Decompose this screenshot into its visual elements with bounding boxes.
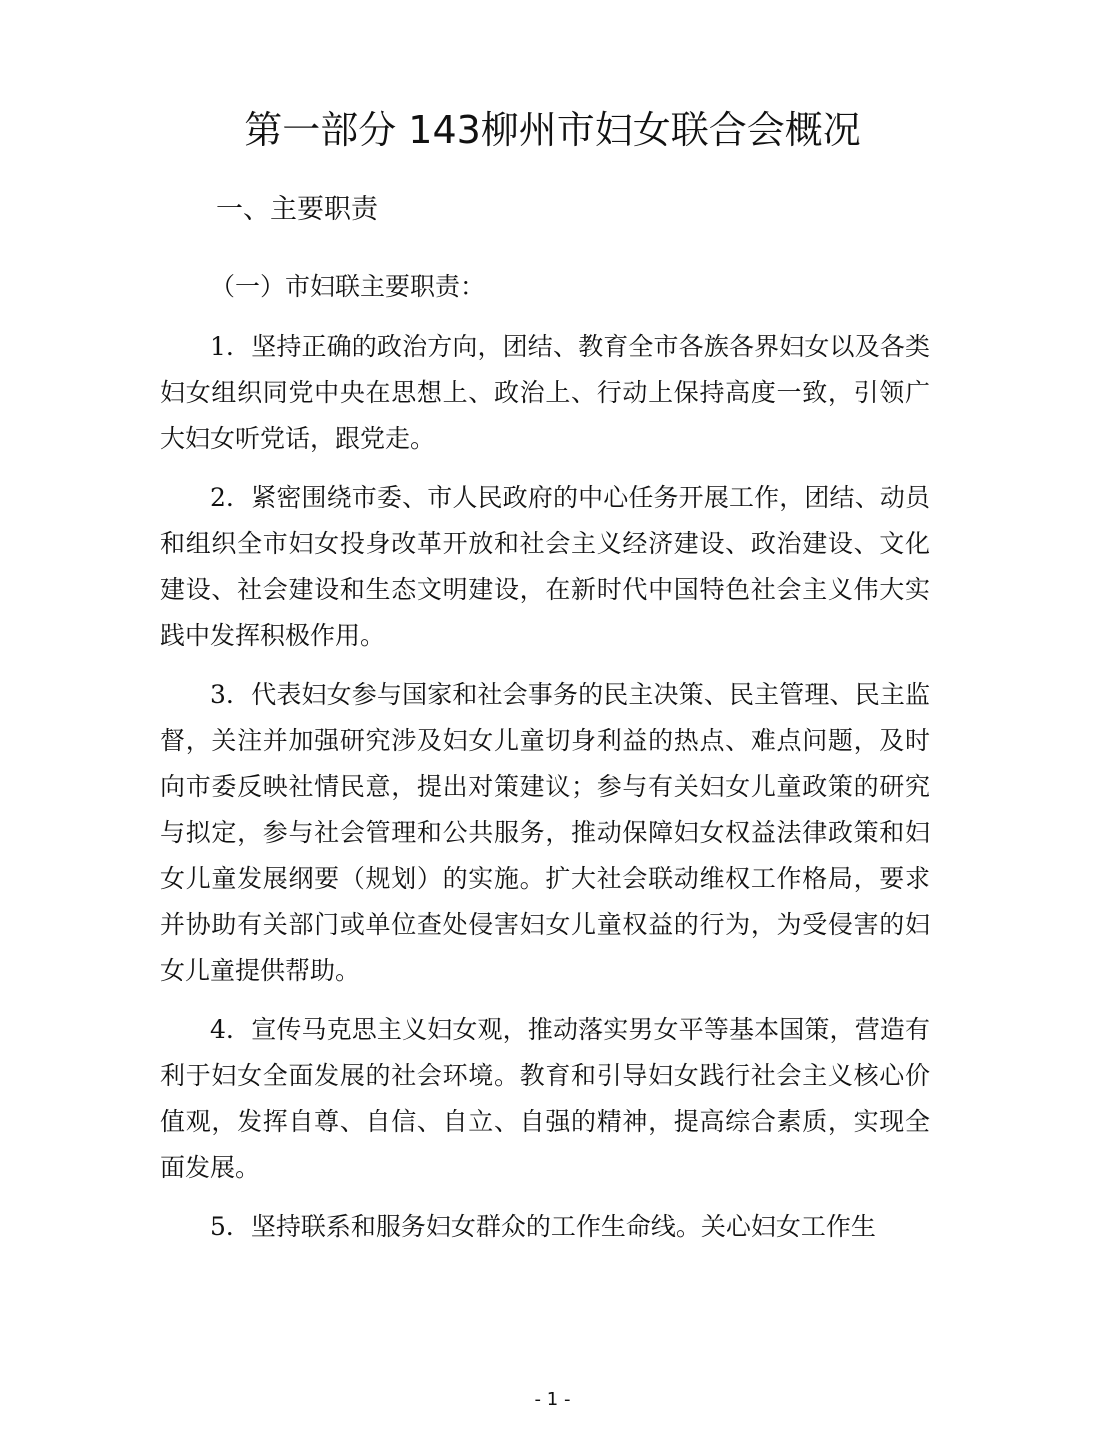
document-body (160, 264, 930, 1263)
document-title: 第一部分 143柳州市妇女联合会概况 (244, 108, 861, 152)
page-number: - 1 - (534, 1389, 571, 1410)
section-heading: 一、主要职责 (216, 194, 378, 225)
subsection-heading: （一）市妇联主要职责： (210, 272, 486, 301)
paragraph-1: 1．坚持正确的政治方向，团结、教育全市各族各界妇女以及各类妇女组织同党中央在思想上、政治上、行动上保持高度一致，引领广大妇女听党话，跟党走。 (160, 332, 930, 453)
paragraph-2: 2．紧密围绕市委、市人民政府的中心任务开展工作，团结、动员和组织全市妇女投身改革开放和社会主义经济建设、政治建设、文化建设、社会建设和生态文明建设，在新时代中国特色社会主义伟大实践中发挥积极作用。 (160, 483, 930, 650)
paragraph-4: 4．宣传马克思主义妇女观，推动落实男女平等基本国策，营造有利于妇女全面发展的社会环境。教育和引导妇女践行社会主义核心价值观，发挥自尊、自信、自立、自强的精神，提高综合素质，实现全面发展。 (160, 1015, 930, 1182)
paragraph-5: 5．坚持联系和服务妇女群众的工作生命线。关心妇女工作生 (210, 1212, 876, 1241)
paragraph-3: 3．代表妇女参与国家和社会事务的民主决策、民主管理、民主监督，关注并加强研究涉及妇女儿童切身利益的热点、难点问题，及时向市委反映社情民意，提出对策建议；参与有关妇女儿童政策的研究与拟定，参与社会管理和公共服务，推动保障妇女权益法律政策和妇女儿童发展纲要（规划）的实施。扩大社会联动维权工作格局，要求并协助有关部门或单位查处侵害妇女儿童权益的行为，为受侵害的妇女儿童提供帮助。 (160, 680, 930, 985)
